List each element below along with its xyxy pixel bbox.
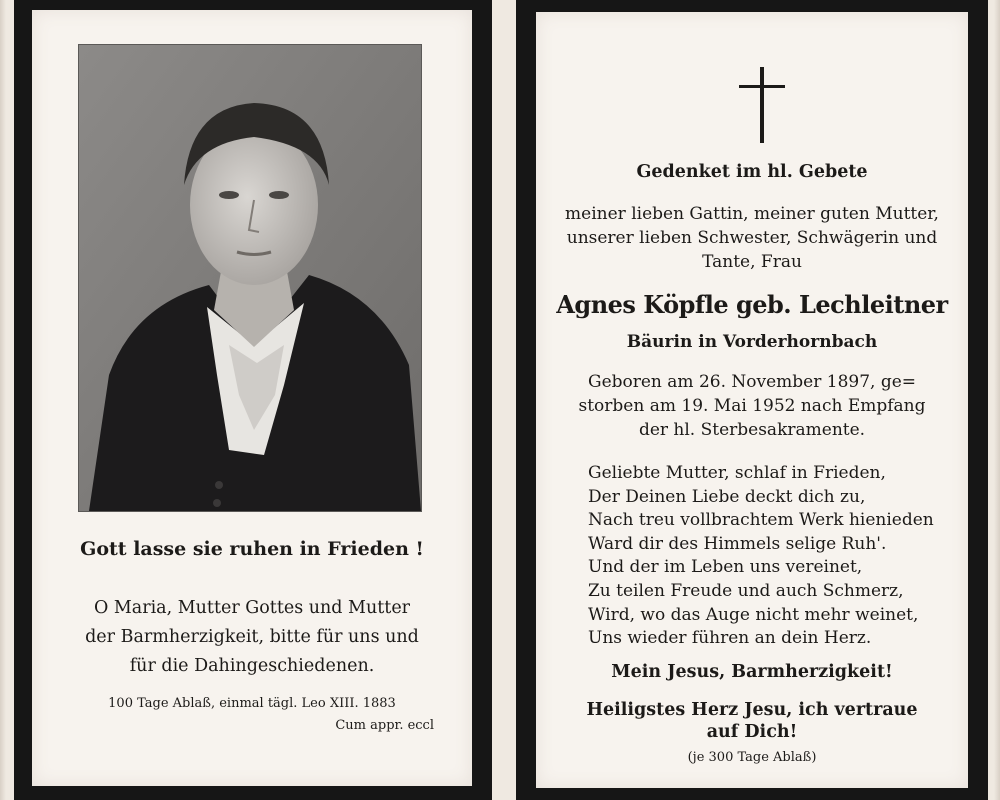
poem-block <box>588 462 948 651</box>
poem-line: Uns wieder führen an dein Herz. <box>588 628 872 649</box>
prayer-line-3: für die Dahingeschiedenen. <box>129 656 375 676</box>
intro-line-1: meiner lieben Gattin, meiner guten Mutter, <box>565 204 939 224</box>
prayer-sacred-heart-1: Heiligstes Herz Jesu, ich vertraue <box>586 700 918 720</box>
occupation-text: Bäurin in Vorderhornbach <box>626 332 878 352</box>
prayer-line-1: O Maria, Mutter Gottes und Mutter <box>93 598 411 618</box>
portrait-photo <box>78 44 422 512</box>
memorial-card-back <box>516 0 988 800</box>
poem-line: Der Deinen Liebe deckt dich zu, <box>588 486 866 507</box>
motto-text: Gott lasse sie ruhen in Frieden ! <box>80 538 424 560</box>
poem-line: Geliebte Mutter, schlaf in Frieden, <box>588 463 886 483</box>
prayer-sacred-heart-2: auf Dich! <box>706 722 798 742</box>
approval-text: Cum appr. eccl <box>335 718 434 733</box>
indulgence-note: (je 300 Tage Ablaß) <box>687 750 817 765</box>
dates-line-2: storben am 19. Mai 1952 nach Empfang <box>578 396 926 416</box>
poem-line: Und der im Leben uns vereinet, <box>588 557 863 578</box>
prayer-mercy: Mein Jesus, Barmherzigkeit! <box>611 662 893 682</box>
memorial-card-front <box>14 0 492 800</box>
poem-line: Wird, wo das Auge nicht mehr weinet, <box>588 604 919 625</box>
card-paper-left <box>32 10 472 786</box>
card-paper-right <box>536 12 968 788</box>
poem-line: Nach treu vollbrachtem Werk hienieden <box>588 510 934 531</box>
prayer-line-2: der Barmherzigkeit, bitte für uns und <box>85 627 419 647</box>
dates-line-1: Geboren am 26. November 1897, ge= <box>587 372 917 392</box>
remember-heading: Gedenket im hl. Gebete <box>636 162 868 182</box>
dates-line-3: der hl. Sterbesakramente. <box>638 420 866 440</box>
indulgence-text: 100 Tage Ablaß, einmal tägl. Leo XIII. 1883 <box>108 696 396 711</box>
poem-line: Ward dir des Himmels selige Ruh'. <box>588 533 887 554</box>
poem-line: Zu teilen Freude und auch Schmerz, <box>588 580 904 601</box>
intro-line-3: Tante, Frau <box>702 252 802 272</box>
deceased-name: Agnes Köpfle geb. Lechleitner <box>556 290 948 319</box>
intro-line-2: unserer lieben Schwester, Schwägerin und <box>566 228 938 248</box>
cross-icon <box>739 67 785 143</box>
